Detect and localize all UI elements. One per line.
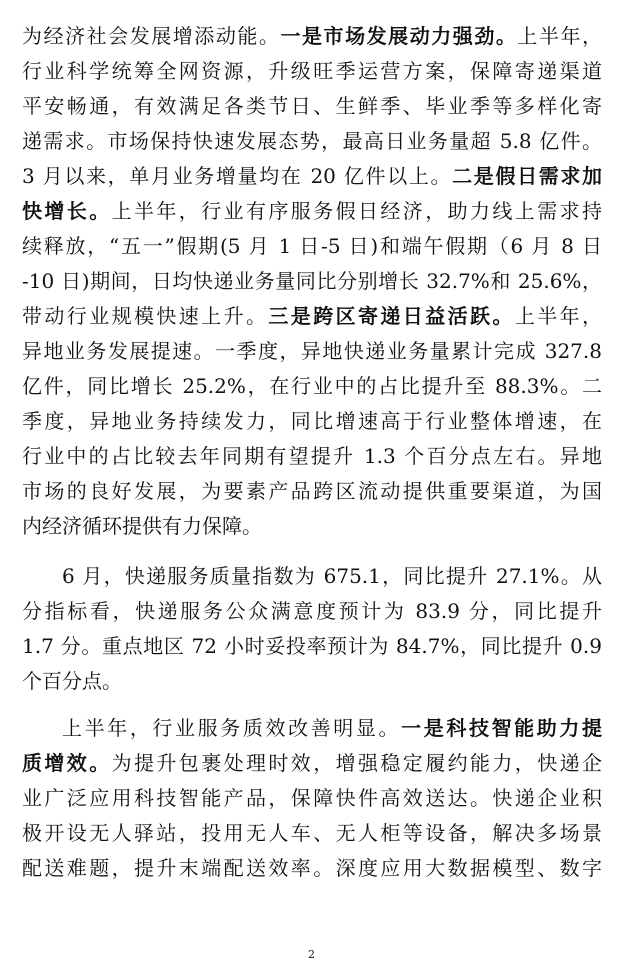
text-line-20: [62, 712, 602, 744]
text-line-4: [22, 125, 602, 157]
text-run: 上半年，行业有序服务假日经济，助力线上需求持: [111, 199, 603, 223]
text-line-22: [22, 782, 602, 814]
text-line-7: [22, 230, 602, 262]
text-run-bold: 一是市场发展动力强劲。: [280, 24, 518, 48]
text-line-16: [62, 560, 602, 592]
text-run-bold: 三是跨区寄递日益活跃。: [268, 304, 515, 328]
text-run: 行业中的占比较去年同期有望提升 1.3 个百分点左右。异地: [22, 444, 602, 468]
text-run-bold: 二是假日需求加: [452, 164, 603, 188]
text-line-10: [22, 335, 602, 367]
text-run-bold: 快增长。: [22, 199, 112, 223]
text-run: 为提升包裹处理时效，增强稳定履约能力，快递企: [111, 751, 603, 775]
text-run: 为经济社会发展增添动能。: [22, 24, 281, 48]
text-run: 6 月，快递服务质量指数为 675.1，同比提升 27.1%。从: [62, 564, 602, 588]
text-run: 内经济循环提供有力保障。: [22, 514, 262, 538]
text-line-15: [22, 510, 602, 542]
text-line-19: [22, 665, 602, 697]
text-run: 异地业务发展提速。一季度，异地快递业务量累计完成 327.8: [22, 339, 602, 363]
text-run: 市场的良好发展，为要素产品跨区流动提供重要渠道，为国: [22, 479, 602, 503]
text-run: 续释放，“五一”假期(5 月 1 日-5 日)和端午假期（6 月 8 日: [22, 234, 602, 258]
text-line-11: [22, 370, 602, 402]
text-line-13: [22, 440, 602, 472]
text-line-1: [22, 20, 602, 52]
text-line-17: [22, 595, 602, 627]
text-run: 平安畅通，有效满足各类节日、生鲜季、毕业季等多样化寄: [22, 94, 602, 118]
text-line-21: [22, 747, 602, 779]
text-run: 上半年，: [517, 24, 603, 48]
page-number: 2: [308, 948, 315, 961]
text-run: 极开设无人驿站，投用无人车、无人柜等设备，解决多场景: [22, 821, 602, 845]
text-line-14: [22, 475, 602, 507]
text-run: 上半年，: [514, 304, 603, 328]
text-run: 配送难题，提升末端配送效率。深度应用大数据模型、数字: [22, 856, 602, 880]
text-run: -10 日)期间，日均快递业务量同比分别增长 32.7%和 25.6%，: [22, 269, 602, 293]
text-run: 季度，异地业务持续发力，同比增速高于行业整体增速，在: [22, 409, 602, 433]
text-run: 带动行业规模快速上升。: [22, 304, 269, 328]
text-run: 亿件，同比增长 25.2%，在行业中的占比提升至 88.3%。二: [22, 374, 602, 398]
text-run-bold: 一是科技智能助力提: [401, 716, 603, 740]
text-run: 行业科学统筹全网资源，升级旺季运营方案，保障寄递渠道: [22, 59, 602, 83]
text-run: 1.7 分。重点地区 72 小时妥投率预计为 84.7%，同比提升 0.9: [22, 634, 602, 658]
text-line-5: [22, 160, 602, 192]
text-run: 3 月以来，单月业务增量均在 20 亿件以上。: [22, 164, 453, 188]
text-line-23: [22, 817, 602, 849]
text-line-9: [22, 300, 602, 332]
text-line-18: [22, 630, 602, 662]
text-line-24: [22, 852, 602, 884]
text-line-3: [22, 90, 602, 122]
text-line-12: [22, 405, 602, 437]
text-run: 递需求。市场保持快速发展态势，最高日业务量超 5.8 亿件。: [22, 129, 602, 153]
text-run-bold: 质增效。: [22, 751, 112, 775]
text-line-2: [22, 55, 602, 87]
text-line-8: [22, 265, 602, 297]
text-line-6: [22, 195, 602, 227]
text-run: 个百分点。: [22, 669, 122, 693]
text-run: 分指标看，快递服务公众满意度预计为 83.9 分，同比提升: [22, 599, 602, 623]
text-run: 业广泛应用科技智能产品，保障快件高效送达。快递企业积: [22, 786, 602, 810]
text-run: 上半年，行业服务质效改善明显。: [62, 716, 402, 740]
